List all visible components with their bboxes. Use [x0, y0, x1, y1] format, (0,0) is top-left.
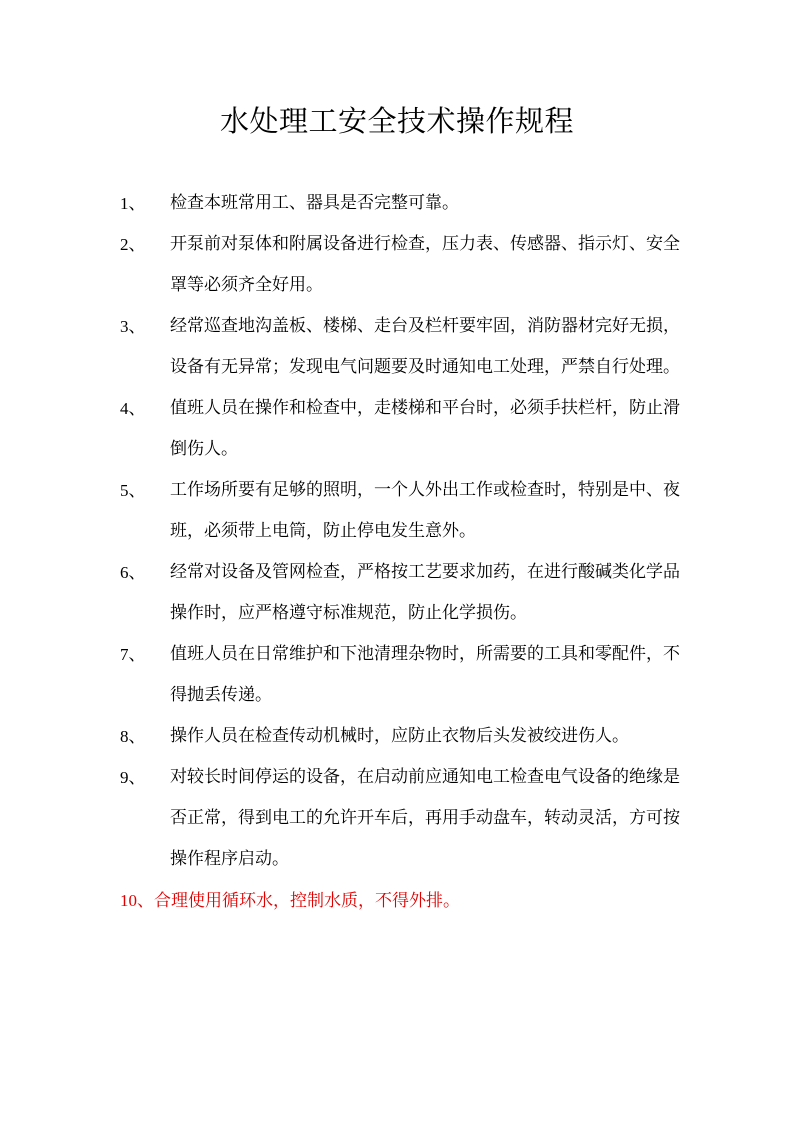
item-text: 经常巡查地沟盖板、楼梯、走台及栏杆要牢固，消防器材完好无损，设备有无异常；发现电气问题要及时通知电工处理，严禁自行处理。	[170, 316, 680, 377]
item-number: 8、	[120, 727, 146, 746]
item-text: 合理使用循环水，控制水质，不得外排。	[154, 891, 460, 911]
item-number: 3、	[120, 317, 146, 336]
item-text: 开泵前对泵体和附属设备进行检查，压力表、传感器、指示灯、安全罩等必须齐全好用。	[170, 234, 680, 295]
item-text: 对较长时间停运的设备，在启动前应通知电工检查电气设备的绝缘是否正常，得到电工的允许开车后，再用手动盘车，转动灵活，方可按操作程序启动。	[170, 767, 680, 869]
rules-list	[120, 183, 680, 922]
item-number: 2、	[120, 235, 146, 254]
item-text: 经常对设备及管网检查，严格按工艺要求加药，在进行酸碱类化学品操作时，应严格遵守标准规范，防止化学损伤。	[170, 562, 680, 623]
item-number: 10、	[120, 891, 154, 910]
item-text: 值班人员在操作和检查中，走楼梯和平台时，必须手扶栏杆，防止滑倒伤人。	[170, 398, 680, 459]
item-number: 9、	[120, 768, 146, 787]
list-item	[120, 552, 680, 634]
item-number: 1、	[120, 194, 146, 213]
item-number: 5、	[120, 481, 146, 500]
list-item	[120, 183, 680, 224]
item-number: 4、	[120, 399, 146, 418]
list-item-highlighted	[120, 880, 680, 922]
item-number: 6、	[120, 563, 146, 582]
list-item	[120, 757, 680, 880]
item-text: 操作人员在检查传动机械时，应防止衣物后头发被绞进伤人。	[170, 726, 629, 746]
item-text: 检查本班常用工、器具是否完整可靠。	[170, 193, 459, 213]
list-item	[120, 224, 680, 306]
list-item	[120, 306, 680, 388]
item-text: 工作场所要有足够的照明，一个人外出工作或检查时，特别是中、夜班，必须带上电筒，防止停电发生意外。	[170, 480, 680, 541]
document-title: 水处理工安全技术操作规程	[219, 104, 574, 138]
list-item	[120, 634, 680, 716]
list-item	[120, 470, 680, 552]
list-item	[120, 716, 680, 757]
list-item	[120, 388, 680, 470]
item-number: 7、	[120, 645, 146, 664]
item-text: 值班人员在日常维护和下池清理杂物时，所需要的工具和零配件，不得抛丢传递。	[170, 644, 680, 705]
